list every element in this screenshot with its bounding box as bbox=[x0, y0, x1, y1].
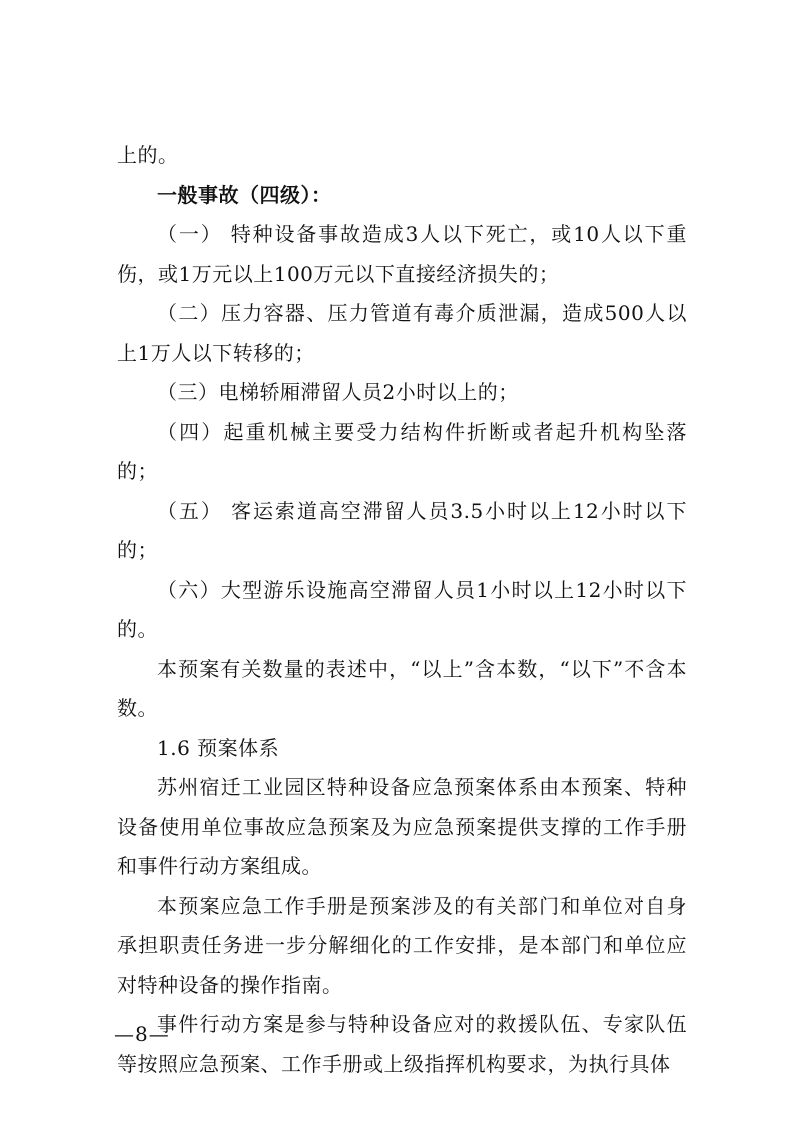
body-paragraph: 事件行动方案是参与特种设备应对的救援队伍、专家队伍等按照应急预案、工作手册或上级指挥机构要求，为执行具体 bbox=[117, 1012, 687, 1076]
body-paragraph: 苏州宿迁工业园区特种设备应急预案体系由本预案、特种设备使用单位事故应急预案及为应急预案提供支撑的工作手册和事件行动方案组成。 bbox=[117, 775, 687, 878]
document-body bbox=[117, 136, 687, 1084]
body-paragraph: （六）大型游乐设施高空滞留人员1小时以上12小时以下的。 bbox=[117, 577, 687, 641]
body-paragraph: 本预案应急工作手册是预案涉及的有关部门和单位对自身承担职责任务进一步分解细化的工作安排，是本部门和单位应对特种设备的操作指南。 bbox=[117, 893, 687, 997]
body-paragraph: （一） 特种设备事故造成3人以下死亡，或10人以下重伤，或1万元以上100万元以下直接经济损失的； bbox=[117, 222, 687, 286]
body-paragraph: （五） 客运索道高空滞留人员3.5小时以上12小时以下的； bbox=[117, 498, 687, 562]
body-paragraph: 本预案有关数量的表述中，“以上”含本数，“以下”不含本数。 bbox=[117, 656, 687, 720]
body-paragraph: （四）起重机械主要受力结构件折断或者起升机构坠落的； bbox=[117, 419, 687, 483]
section-heading: 一般事故（四级）： bbox=[157, 182, 332, 207]
body-paragraph: 上的。 bbox=[117, 143, 179, 167]
page-number: —8— bbox=[114, 1022, 170, 1046]
body-paragraph: 1.6 预案体系 bbox=[157, 735, 280, 760]
body-paragraph: （三）电梯轿厢滞留人员2小时以上的； bbox=[157, 380, 519, 404]
body-paragraph: （二）压力容器、压力管道有毒介质泄漏，造成500人以上1万人以下转移的； bbox=[117, 301, 687, 365]
